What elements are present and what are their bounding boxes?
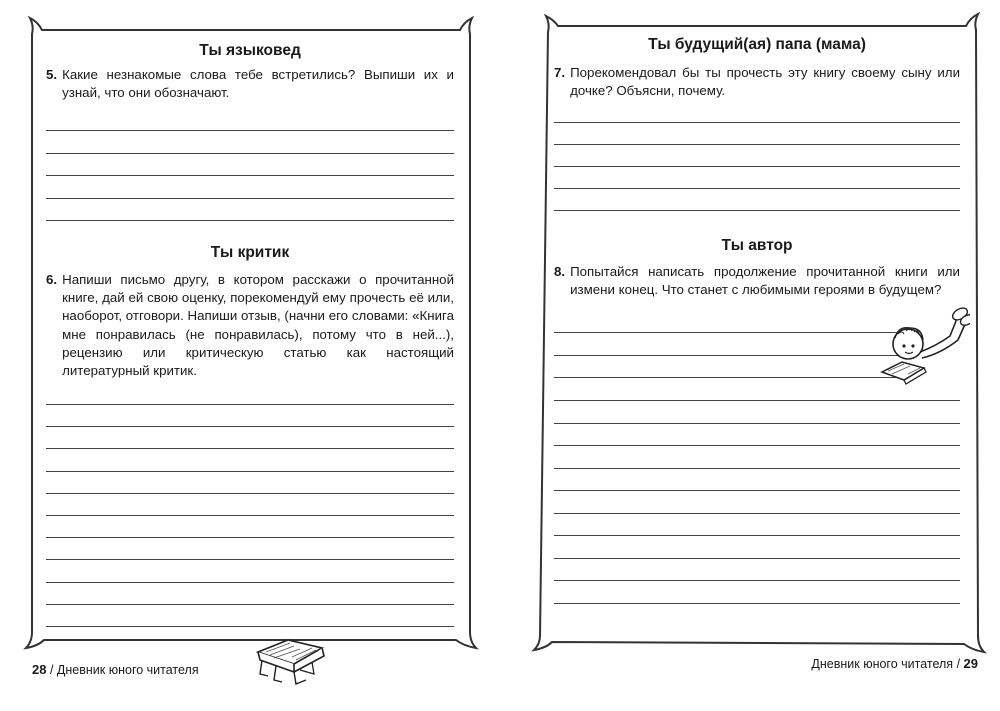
task-5 bbox=[46, 66, 454, 102]
writing-line[interactable] bbox=[554, 355, 904, 356]
writing-line[interactable] bbox=[46, 175, 454, 176]
writing-line[interactable] bbox=[46, 582, 454, 583]
task-number: 7. bbox=[554, 65, 566, 80]
writing-line[interactable] bbox=[46, 515, 454, 516]
section-title-critic: Ты критик bbox=[210, 244, 290, 261]
page-number: 29 bbox=[963, 656, 978, 671]
section-title-author: Ты автор bbox=[721, 237, 793, 254]
writing-line[interactable] bbox=[554, 535, 960, 536]
running-title: Дневник юного читателя bbox=[811, 657, 954, 671]
writing-line[interactable] bbox=[46, 471, 454, 472]
writing-line[interactable] bbox=[554, 490, 960, 491]
writing-line[interactable] bbox=[46, 153, 454, 154]
right-footer bbox=[811, 656, 978, 671]
task-text: Порекомендовал бы ты прочесть эту книгу своему сыну или дочке? Объясни, почему. bbox=[570, 65, 960, 99]
writing-line[interactable] bbox=[554, 188, 960, 189]
task-number: 5. bbox=[46, 67, 58, 82]
page-number: 28 bbox=[32, 662, 47, 677]
writing-line[interactable] bbox=[46, 130, 454, 131]
task-number: 8. bbox=[554, 264, 566, 279]
left-footer bbox=[32, 662, 199, 677]
footer-separator: / bbox=[956, 657, 961, 671]
writing-line[interactable] bbox=[46, 448, 454, 449]
task-7 bbox=[554, 64, 960, 100]
footer-separator: / bbox=[49, 663, 54, 677]
writing-line[interactable] bbox=[554, 445, 960, 446]
writing-line[interactable] bbox=[46, 220, 454, 221]
writing-line[interactable] bbox=[46, 426, 454, 427]
task-6 bbox=[46, 271, 454, 380]
section-title-linguist: Ты языковед bbox=[199, 42, 301, 59]
writing-line[interactable] bbox=[46, 198, 454, 199]
writing-line[interactable] bbox=[554, 210, 960, 211]
writing-line[interactable] bbox=[46, 626, 454, 627]
writing-line[interactable] bbox=[554, 166, 960, 167]
reading-child-icon bbox=[878, 300, 970, 386]
task-text: Напиши письмо другу, в котором расскажи о прочитанной книге, дай ей свою оценку, порекомендуй ему прочесть её или, наоборот, отговори. Напиши отзыв, (начни его словами: «Книга мне понравилась (не понравилась), потому что в ней...), рецензию или критическую статью как настоящий литературный критик. bbox=[62, 272, 454, 379]
writing-line[interactable] bbox=[46, 604, 454, 605]
writing-line[interactable] bbox=[554, 580, 960, 581]
writing-line[interactable] bbox=[554, 423, 960, 424]
task-number: 6. bbox=[46, 272, 58, 287]
writing-line[interactable] bbox=[554, 332, 904, 333]
writing-line[interactable] bbox=[554, 513, 960, 514]
writing-line[interactable] bbox=[554, 144, 960, 145]
writing-line[interactable] bbox=[554, 558, 960, 559]
running-title: Дневник юного читателя bbox=[56, 663, 199, 677]
section-title-future-parent: Ты будущий(ая) папа (мама) bbox=[648, 36, 866, 53]
writing-line[interactable] bbox=[554, 400, 960, 401]
writing-line[interactable] bbox=[46, 404, 454, 405]
writing-line[interactable] bbox=[554, 122, 960, 123]
writing-line[interactable] bbox=[554, 377, 904, 378]
task-8 bbox=[554, 263, 960, 299]
writing-line[interactable] bbox=[46, 537, 454, 538]
open-book-icon bbox=[252, 630, 332, 686]
writing-line[interactable] bbox=[554, 468, 960, 469]
writing-line[interactable] bbox=[554, 603, 960, 604]
task-text: Какие незнакомые слова тебе встретились? Выпиши их и узнай, что они обозначают. bbox=[62, 67, 454, 101]
task-text: Попытайся написать продолжение прочитанной книги или измени конец. Что станет с любимыми героями в будущем? bbox=[570, 264, 960, 298]
writing-line[interactable] bbox=[46, 493, 454, 494]
writing-line[interactable] bbox=[46, 559, 454, 560]
